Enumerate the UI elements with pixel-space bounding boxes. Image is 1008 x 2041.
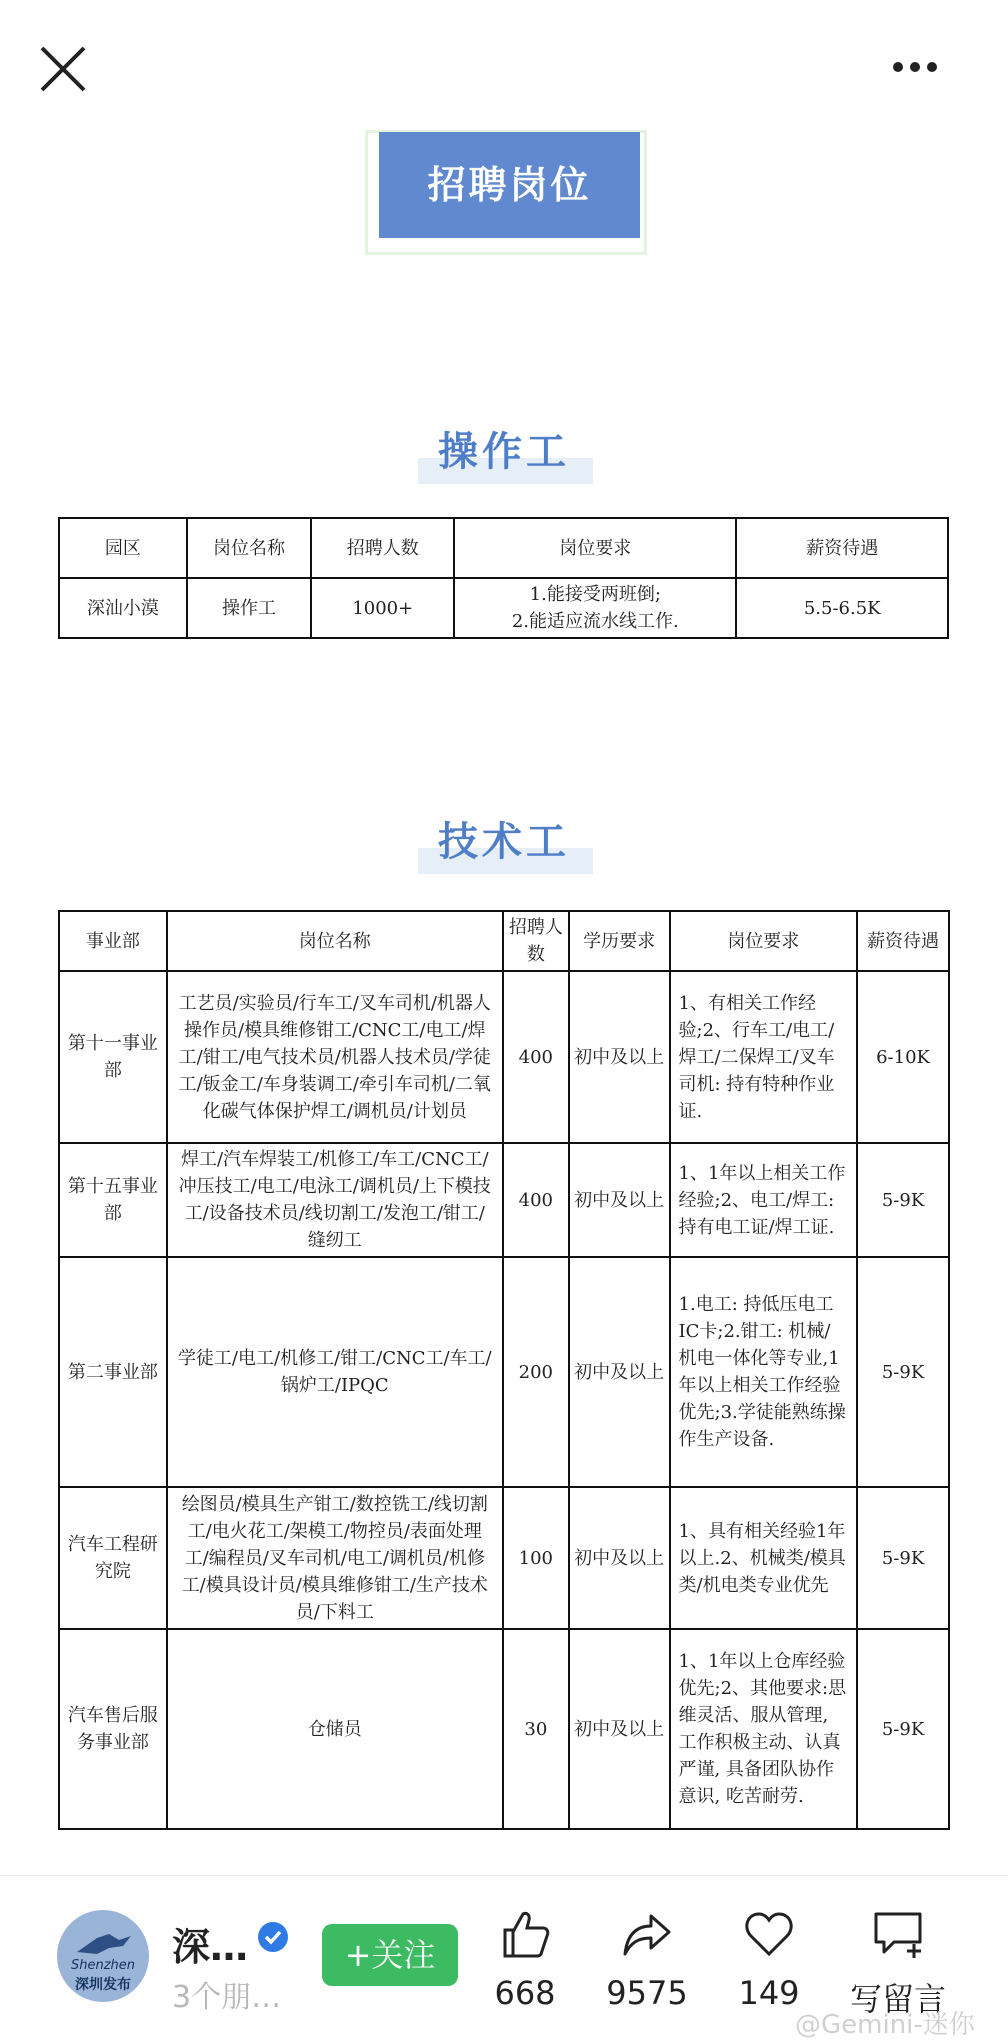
close-button[interactable] [38, 44, 88, 94]
cell-positions: 工艺员/实验员/行车工/叉车司机/机器人操作员/模具维修钳工/CNC工/电工/焊工/钳工/电气技术员/机器人技术员/学徒工/钣金工/车身装调工/牵引车司机/二氧化碳气体保护焊工/调机员/计划员 [167, 971, 503, 1143]
cell-count: 1000+ [311, 578, 454, 638]
cell-count: 30 [503, 1629, 569, 1829]
cell-dept: 第十五事业部 [59, 1143, 167, 1257]
table-row [59, 1629, 949, 1829]
table-row [59, 1143, 949, 1257]
table-header: 学历要求 [569, 911, 670, 971]
account-name[interactable]: 深… [172, 1925, 249, 1969]
banner [365, 130, 647, 255]
cell-count: 100 [503, 1487, 569, 1629]
cell-salary: 5-9K [857, 1257, 949, 1487]
like-count: 668 [494, 1974, 556, 2012]
cell-salary: 5-9K [857, 1487, 949, 1629]
cell-positions: 仓储员 [167, 1629, 503, 1829]
technician-table [58, 910, 950, 1830]
cell-count: 400 [503, 1143, 569, 1257]
table-header: 岗位名称 [167, 911, 503, 971]
watermark-text: @Gemini-迷你 [795, 2010, 975, 2040]
like-button[interactable] [470, 1906, 580, 2026]
avatar[interactable] [57, 1910, 149, 2002]
share-icon [619, 1906, 675, 1962]
cell-salary: 5-9K [857, 1629, 949, 1829]
cell-education: 初中及以上 [569, 1487, 670, 1629]
cell-dept: 汽车工程研究院 [59, 1487, 167, 1629]
cell-requirements: 1、1年以上相关工作经验;2、电工/焊工: 持有电工证/焊工证. [670, 1143, 858, 1257]
cell-education: 初中及以上 [569, 1257, 670, 1487]
table-header: 岗位要求 [670, 911, 858, 971]
cell-count: 200 [503, 1257, 569, 1487]
table-header-row [59, 518, 948, 578]
heart-count: 149 [738, 1974, 800, 2012]
follow-button[interactable]: +关注 [322, 1924, 458, 1986]
account-friends-text: 3个朋… [172, 1980, 282, 2015]
table-header: 薪资待遇 [736, 518, 948, 578]
table-header-row [59, 911, 949, 971]
cell-positions: 焊工/汽车焊装工/机修工/车工/CNC工/冲压技工/电工/电泳工/调机员/上下模技工/设备技术员/线切割工/发泡工/钳工/缝纫工 [167, 1143, 503, 1257]
avatar-text-cn: 深圳发布 [75, 1977, 131, 1993]
table-header: 事业部 [59, 911, 167, 971]
avatar-text-en: Shenzhen [70, 1958, 136, 1973]
cell-park: 深汕小漠 [59, 578, 187, 638]
banner-title: 招聘岗位 [379, 132, 640, 238]
cell-education: 初中及以上 [569, 971, 670, 1143]
thumbs-up-icon [497, 1906, 553, 1962]
cell-salary: 6-10K [857, 971, 949, 1143]
cell-requirements: 1、1年以上仓库经验优先;2、其他要求:思维灵活、服从管理, 工作积极主动、认真严谨, 具备团队协作意识, 吃苦耐劳. [670, 1629, 858, 1829]
req-line: 2.能适应流水线工作. [511, 611, 679, 632]
table-header: 招聘人数 [503, 911, 569, 971]
table-header: 薪资待遇 [857, 911, 949, 971]
write-comment-label: 写留言 [849, 1980, 946, 2018]
comment-icon [870, 1906, 926, 1962]
table-header: 岗位要求 [454, 518, 736, 578]
cell-education: 初中及以上 [569, 1143, 670, 1257]
share-count: 9575 [606, 1974, 688, 2012]
cell-positions: 学徒工/电工/机修工/钳工/CNC工/车工/锅炉工/IPQC [167, 1257, 503, 1487]
cell-dept: 第十一事业部 [59, 971, 167, 1143]
cell-requirements: 1.电工: 持低压电工IC卡;2.钳工: 机械/机电一体化等专业,1年以上相关工作经验优先;3.学徒能熟练操作生产设备. [670, 1257, 858, 1487]
cell-salary: 5.5-6.5K [736, 578, 948, 638]
table-row [59, 578, 948, 638]
more-button[interactable] [870, 52, 960, 82]
cell-dept: 汽车售后服务事业部 [59, 1629, 167, 1829]
cell-education: 初中及以上 [569, 1629, 670, 1829]
table-header: 招聘人数 [311, 518, 454, 578]
cell-requirements: 1、具有相关经验1年以上.2、机械类/模具类/机电类专业优先 [670, 1487, 858, 1629]
cell-positions: 绘图员/模具生产钳工/数控铣工/线切割工/电火花工/架模工/物控员/表面处理工/编程员/叉车司机/电工/调机员/机修工/模具设计员/模具维修钳工/生产技术员/下料工 [167, 1487, 503, 1629]
cell-count: 400 [503, 971, 569, 1143]
cell-position: 操作工 [187, 578, 312, 638]
table-row [59, 1487, 949, 1629]
table-header: 岗位名称 [187, 518, 312, 578]
req-line: 1.能接受两班倒; [529, 584, 661, 605]
table-header: 园区 [59, 518, 187, 578]
close-icon [38, 44, 88, 94]
share-button[interactable] [592, 1906, 702, 2026]
operator-table [58, 517, 949, 639]
table-row [59, 1257, 949, 1487]
section-title-technician: 技术工 [438, 819, 570, 865]
table-row [59, 971, 949, 1143]
section-title-operator: 操作工 [438, 429, 570, 475]
cell-dept: 第二事业部 [59, 1257, 167, 1487]
bottom-action-bar [0, 1875, 1008, 2038]
cell-requirements: 1、有相关工作经验;2、行车工/电工/焊工/二保焊工/叉车司机: 持有特种作业证. [670, 971, 858, 1143]
cell-salary: 5-9K [857, 1143, 949, 1257]
verified-badge-icon [258, 1922, 288, 1952]
heart-icon [741, 1906, 797, 1962]
more-icon [870, 52, 960, 82]
cell-requirements [454, 578, 736, 638]
top-bar [0, 0, 1008, 130]
